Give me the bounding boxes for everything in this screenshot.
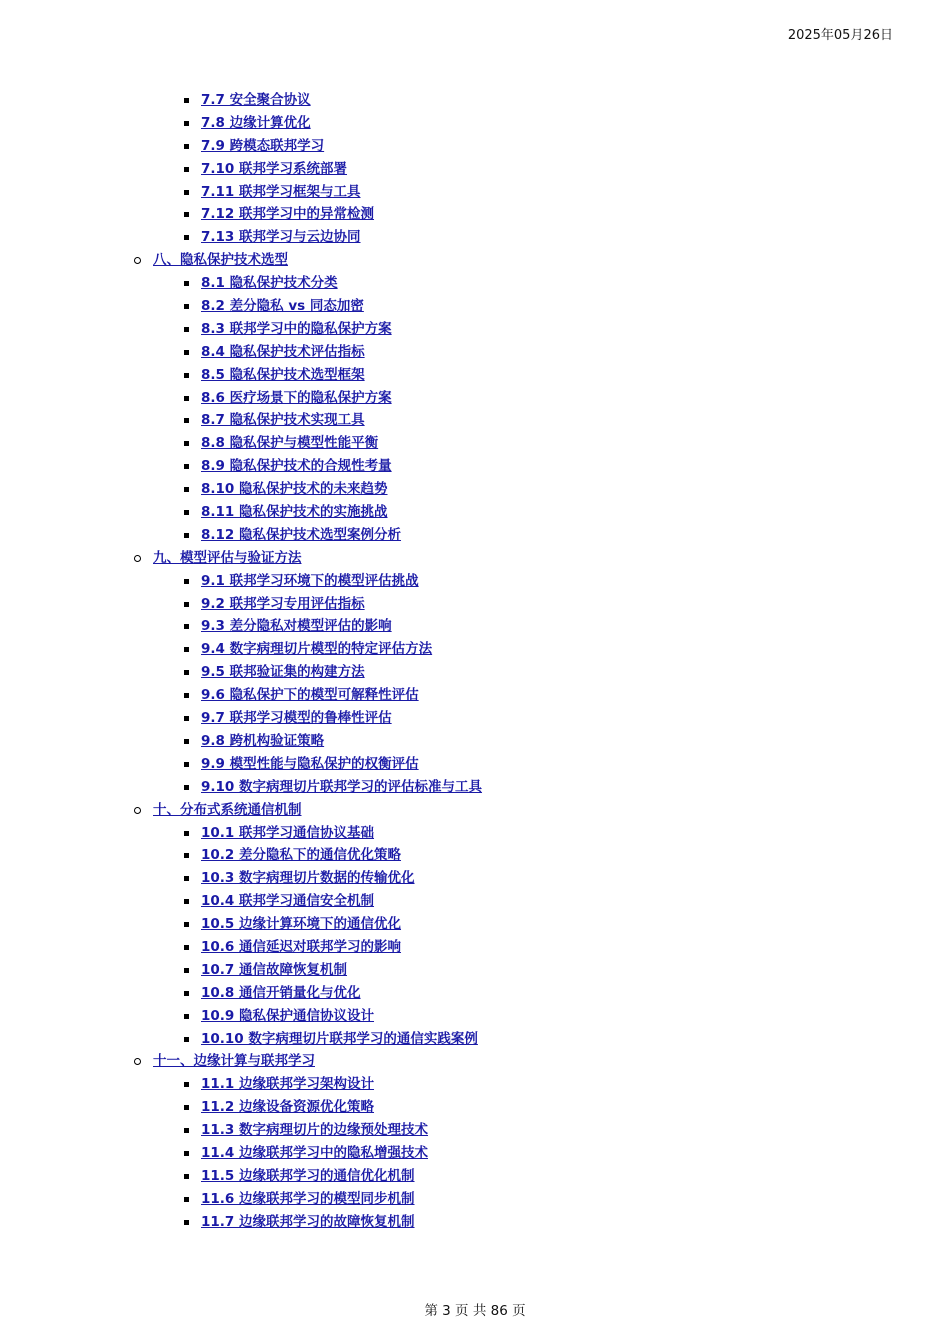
toc-subsection-item — [0, 684, 950, 707]
square-bullet-icon — [184, 945, 189, 950]
toc-link[interactable]: 九、模型评估与验证方法 — [153, 549, 302, 566]
square-bullet-icon — [184, 190, 189, 195]
toc-link[interactable]: 8.1 隐私保护技术分类 — [201, 275, 338, 292]
toc-subsection-item — [0, 364, 950, 387]
toc-subsection-item — [0, 1142, 950, 1165]
toc-subsection-item — [0, 1211, 950, 1234]
toc-link[interactable]: 8.2 差分隐私 vs 同态加密 — [201, 298, 364, 315]
square-bullet-icon — [184, 785, 189, 790]
toc-link[interactable]: 10.1 联邦学习通信协议基础 — [201, 824, 375, 841]
toc-link[interactable]: 八、隐私保护技术选型 — [153, 252, 288, 269]
square-bullet-icon — [184, 212, 189, 217]
toc-link[interactable]: 10.6 通信延迟对联邦学习的影响 — [201, 938, 402, 955]
toc-link[interactable]: 7.13 联邦学习与云边协同 — [201, 229, 361, 246]
toc-subsection-item — [0, 295, 950, 318]
toc-subsection-item — [0, 1005, 950, 1028]
toc-subsection-item — [0, 1073, 950, 1096]
toc-subsection-item — [0, 959, 950, 982]
toc-link[interactable]: 7.12 联邦学习中的异常检测 — [201, 206, 375, 223]
toc-link[interactable]: 十、分布式系统通信机制 — [153, 801, 302, 818]
square-bullet-icon — [184, 670, 189, 675]
square-bullet-icon — [184, 1037, 189, 1042]
toc-subsection-item — [0, 112, 950, 135]
toc-link[interactable]: 11.4 边缘联邦学习中的隐私增强技术 — [201, 1144, 429, 1161]
square-bullet-icon — [184, 487, 189, 492]
toc-link[interactable]: 10.2 差分隐私下的通信优化策略 — [201, 847, 402, 864]
square-bullet-icon — [184, 602, 189, 607]
toc-link[interactable]: 7.10 联邦学习系统部署 — [201, 160, 348, 177]
square-bullet-icon — [184, 624, 189, 629]
toc-subsection-item — [0, 730, 950, 753]
toc-subsection-item — [0, 387, 950, 410]
square-bullet-icon — [184, 1128, 189, 1133]
toc-subsection-item — [0, 272, 950, 295]
circle-bullet-icon — [134, 1058, 141, 1065]
circle-bullet-icon — [134, 257, 141, 264]
square-bullet-icon — [184, 441, 189, 446]
square-bullet-icon — [184, 464, 189, 469]
toc-link[interactable]: 10.10 数字病理切片联邦学习的通信实践案例 — [201, 1030, 478, 1047]
toc-subsection-item — [0, 822, 950, 845]
page-date: 2025年05月26日 — [787, 28, 893, 43]
square-bullet-icon — [184, 831, 189, 836]
square-bullet-icon — [184, 1220, 189, 1225]
table-of-contents — [0, 89, 950, 1234]
toc-subsection-item — [0, 615, 950, 638]
toc-link[interactable]: 8.4 隐私保护技术评估指标 — [201, 343, 365, 360]
toc-link[interactable]: 10.4 联邦学习通信安全机制 — [201, 893, 375, 910]
toc-subsection-item — [0, 1188, 950, 1211]
square-bullet-icon — [184, 373, 189, 378]
toc-subsection-item — [0, 982, 950, 1005]
circle-bullet-icon — [134, 555, 141, 562]
toc-subsection-item — [0, 913, 950, 936]
toc-link[interactable]: 10.8 通信开销量化与优化 — [201, 984, 361, 1001]
toc-subsection-item — [0, 203, 950, 226]
toc-link[interactable]: 11.1 边缘联邦学习架构设计 — [201, 1076, 375, 1093]
toc-section-item — [0, 799, 950, 822]
square-bullet-icon — [184, 739, 189, 744]
toc-subsection-item — [0, 501, 950, 524]
toc-link[interactable]: 9.4 数字病理切片模型的特定评估方法 — [201, 641, 433, 658]
square-bullet-icon — [184, 991, 189, 996]
toc-link[interactable]: 8.8 隐私保护与模型性能平衡 — [201, 435, 379, 452]
toc-subsection-item — [0, 890, 950, 913]
toc-link[interactable]: 10.3 数字病理切片数据的传输优化 — [201, 870, 415, 887]
toc-section-item — [0, 547, 950, 570]
square-bullet-icon — [184, 1151, 189, 1156]
toc-subsection-item — [0, 1096, 950, 1119]
toc-link[interactable]: 十一、边缘计算与联邦学习 — [153, 1053, 315, 1070]
square-bullet-icon — [184, 304, 189, 309]
toc-subsection-item — [0, 135, 950, 158]
toc-link[interactable]: 8.11 隐私保护技术的实施挑战 — [201, 504, 388, 521]
square-bullet-icon — [184, 1174, 189, 1179]
square-bullet-icon — [184, 167, 189, 172]
toc-link[interactable]: 9.3 差分隐私对模型评估的影响 — [201, 618, 392, 635]
toc-link[interactable]: 8.7 隐私保护技术实现工具 — [201, 412, 365, 429]
toc-subsection-item — [0, 181, 950, 204]
toc-subsection-item — [0, 158, 950, 181]
square-bullet-icon — [184, 281, 189, 286]
toc-link[interactable]: 8.10 隐私保护技术的未来趋势 — [201, 481, 388, 498]
toc-subsection-item — [0, 1028, 950, 1051]
square-bullet-icon — [184, 693, 189, 698]
toc-link[interactable]: 10.7 通信故障恢复机制 — [201, 961, 348, 978]
toc-subsection-item — [0, 753, 950, 776]
toc-section-item — [0, 1050, 950, 1073]
toc-link[interactable]: 8.6 医疗场景下的隐私保护方案 — [201, 389, 392, 406]
toc-link[interactable]: 10.5 边缘计算环境下的通信优化 — [201, 916, 402, 933]
toc-subsection-item — [0, 1119, 950, 1142]
toc-subsection-item — [0, 89, 950, 112]
square-bullet-icon — [184, 647, 189, 652]
square-bullet-icon — [184, 98, 189, 103]
toc-link[interactable]: 7.9 跨模态联邦学习 — [201, 137, 325, 154]
square-bullet-icon — [184, 899, 189, 904]
toc-subsection-item — [0, 455, 950, 478]
toc-link[interactable]: 9.1 联邦学习环境下的模型评估挑战 — [201, 572, 419, 589]
square-bullet-icon — [184, 533, 189, 538]
toc-subsection-item — [0, 707, 950, 730]
toc-subsection-item — [0, 1165, 950, 1188]
toc-link[interactable]: 8.9 隐私保护技术的合规性考量 — [201, 458, 392, 475]
toc-subsection-item — [0, 341, 950, 364]
toc-link[interactable]: 9.10 数字病理切片联邦学习的评估标准与工具 — [201, 778, 483, 795]
toc-link[interactable]: 7.7 安全聚合协议 — [201, 92, 311, 108]
toc-link[interactable]: 11.2 边缘设备资源优化策略 — [201, 1099, 375, 1116]
toc-subsection-item — [0, 661, 950, 684]
toc-subsection-item — [0, 570, 950, 593]
square-bullet-icon — [184, 1197, 189, 1202]
square-bullet-icon — [184, 922, 189, 927]
toc-subsection-item — [0, 478, 950, 501]
toc-subsection-item — [0, 936, 950, 959]
toc-link[interactable]: 9.5 联邦验证集的构建方法 — [201, 664, 365, 681]
toc-link[interactable]: 11.3 数字病理切片的边缘预处理技术 — [201, 1122, 429, 1139]
square-bullet-icon — [184, 327, 189, 332]
square-bullet-icon — [184, 121, 189, 126]
toc-link[interactable]: 7.11 联邦学习框架与工具 — [201, 183, 361, 200]
toc-subsection-item — [0, 776, 950, 799]
square-bullet-icon — [184, 510, 189, 515]
square-bullet-icon — [184, 968, 189, 973]
square-bullet-icon — [184, 235, 189, 240]
square-bullet-icon — [184, 1014, 189, 1019]
circle-bullet-icon — [134, 807, 141, 814]
square-bullet-icon — [184, 876, 189, 881]
toc-link[interactable]: 7.8 边缘计算优化 — [201, 114, 311, 131]
toc-link[interactable]: 8.3 联邦学习中的隐私保护方案 — [201, 320, 392, 337]
toc-subsection-item — [0, 867, 950, 890]
toc-subsection-item — [0, 638, 950, 661]
square-bullet-icon — [184, 716, 189, 721]
square-bullet-icon — [184, 418, 189, 423]
toc-subsection-item — [0, 432, 950, 455]
page-number: 第 3 页 共 86 页 — [424, 1303, 526, 1319]
toc-subsection-item — [0, 226, 950, 249]
toc-link[interactable]: 11.5 边缘联邦学习的通信优化机制 — [201, 1167, 415, 1184]
square-bullet-icon — [184, 579, 189, 584]
toc-subsection-item — [0, 409, 950, 432]
toc-subsection-item — [0, 318, 950, 341]
toc-subsection-item — [0, 524, 950, 547]
toc-link[interactable]: 9.7 联邦学习模型的鲁棒性评估 — [201, 710, 392, 727]
square-bullet-icon — [184, 350, 189, 355]
square-bullet-icon — [184, 396, 189, 401]
toc-link[interactable]: 8.5 隐私保护技术选型框架 — [201, 366, 365, 383]
toc-subsection-item — [0, 844, 950, 867]
square-bullet-icon — [184, 762, 189, 767]
toc-link[interactable]: 11.6 边缘联邦学习的模型同步机制 — [201, 1190, 415, 1207]
square-bullet-icon — [184, 1082, 189, 1087]
square-bullet-icon — [184, 853, 189, 858]
toc-link[interactable]: 9.6 隐私保护下的模型可解释性评估 — [201, 687, 419, 704]
toc-link[interactable]: 8.12 隐私保护技术选型案例分析 — [201, 526, 402, 543]
square-bullet-icon — [184, 1105, 189, 1110]
toc-link[interactable]: 9.2 联邦学习专用评估指标 — [201, 595, 365, 612]
square-bullet-icon — [184, 144, 189, 149]
toc-link[interactable]: 11.7 边缘联邦学习的故障恢复机制 — [201, 1213, 415, 1230]
toc-link[interactable]: 9.9 模型性能与隐私保护的权衡评估 — [201, 755, 419, 772]
toc-subsection-item — [0, 593, 950, 616]
toc-link[interactable]: 9.8 跨机构验证策略 — [201, 732, 325, 749]
toc-link[interactable]: 10.9 隐私保护通信协议设计 — [201, 1007, 375, 1024]
toc-section-item — [0, 249, 950, 272]
